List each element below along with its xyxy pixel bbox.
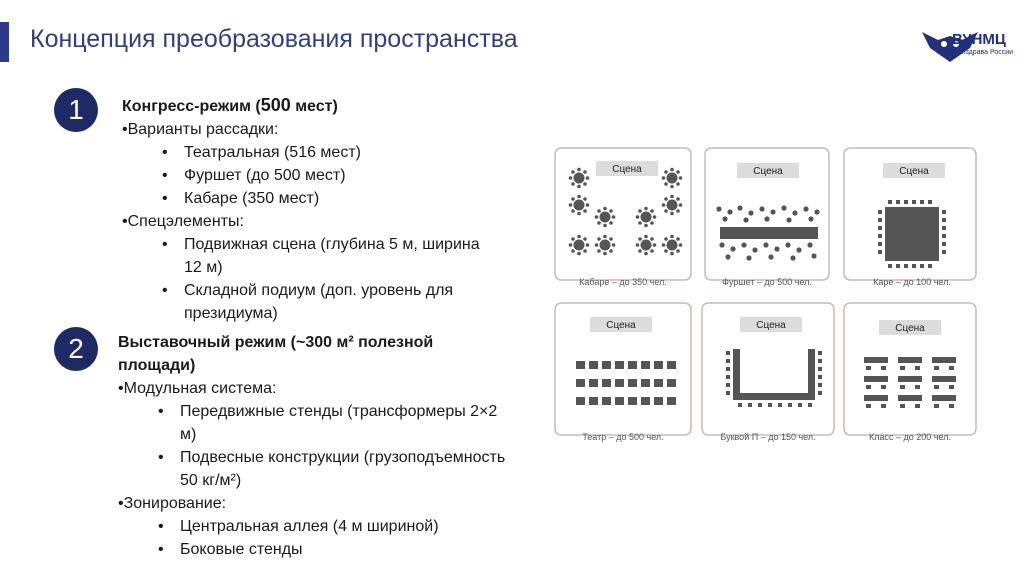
layout-cabaret	[555, 148, 691, 287]
list-item: • Передвижные стенды (трансформеры 2×2 м)	[180, 400, 510, 446]
list-item: • Кабаре (350 мест)	[184, 187, 522, 210]
seating-title: •Варианты рассадки:	[122, 121, 279, 138]
svg-text:Буквой П – до 150 чел.: Буквой П – до 150 чел.	[720, 432, 816, 442]
list-item: • Театральная (516 мест)	[184, 141, 522, 164]
layout-classroom	[844, 303, 976, 442]
svg-text:Фуршет – до 500 чел.: Фуршет – до 500 чел.	[722, 277, 812, 287]
layout-theatre	[555, 303, 691, 442]
layout-caption: Кабаре – до 350 чел.	[579, 277, 667, 287]
section-number-2: 2	[54, 327, 98, 371]
list-item: • Подвесные конструкции (грузоподъемность 50 кг/м²)	[180, 446, 510, 492]
special-list	[122, 233, 484, 325]
seating-list	[122, 141, 522, 210]
modular-title: •Модульная система:	[118, 380, 277, 397]
list-item: • Фуршет (до 500 мест)	[184, 164, 522, 187]
accent-bar	[0, 22, 9, 62]
section-1-heading: Конгресс-режим (500 мест)	[122, 95, 338, 115]
zoning-title: •Зонирование:	[118, 495, 227, 512]
modular-list	[118, 400, 510, 492]
list-item: • Центральная аллея (4 м шириной)	[180, 515, 518, 538]
section-2	[118, 331, 518, 561]
special-title: •Спецэлементы:	[122, 213, 244, 230]
layout-buffet	[705, 148, 829, 287]
svg-text:Сцена: Сцена	[895, 323, 925, 334]
layout-square	[844, 148, 976, 287]
page-title: Концепция преобразования пространства	[30, 25, 518, 53]
svg-text:Сцена: Сцена	[756, 320, 786, 331]
svg-text:Театр – до 500 чел.: Театр – до 500 чел.	[582, 432, 664, 442]
list-item: • Боковые стенды	[180, 538, 518, 561]
list-item: • Складной подиум (доп. уровень для президиума)	[184, 279, 484, 325]
stage-label: Сцена	[612, 164, 642, 175]
svg-text:Сцена: Сцена	[753, 166, 783, 177]
section-2-heading: Выставочный режим (~300 м² полезной площади)	[118, 334, 434, 374]
zoning-list	[118, 515, 518, 561]
svg-text:Сцена: Сцена	[899, 166, 929, 177]
layout-u-shape	[702, 303, 834, 442]
svg-text:Каре – до 100 чел.: Каре – до 100 чел.	[873, 277, 951, 287]
logo-name: ВУНМЦ	[952, 31, 1006, 48]
logo-subtitle: Минздрава России	[952, 49, 1014, 56]
list-item: • Подвижная сцена (глубина 5 м, ширина 12 м)	[184, 233, 484, 279]
svg-text:Сцена: Сцена	[606, 320, 636, 331]
section-1	[122, 94, 522, 325]
seating-layouts-diagram	[552, 145, 978, 445]
svg-text:Класс – до 200 чел.: Класс – до 200 чел.	[869, 432, 951, 442]
section-number-1: 1	[54, 88, 98, 132]
